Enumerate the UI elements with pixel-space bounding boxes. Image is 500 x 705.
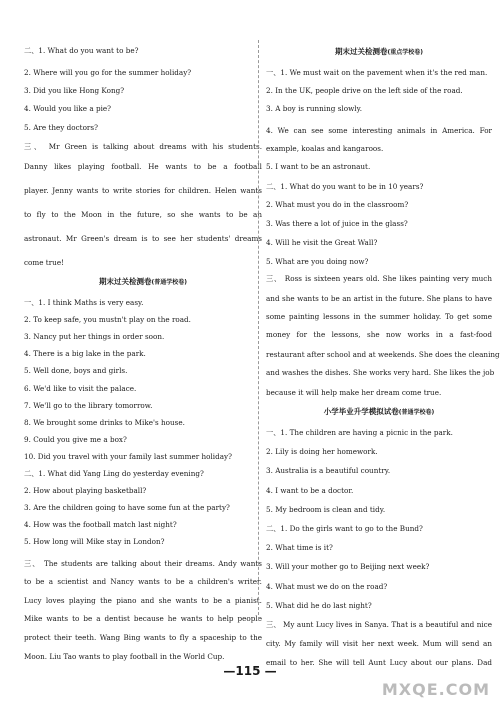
answer-line: and washes the dishes. She works very hard. She likes the job <box>266 368 495 377</box>
answer-line: 二、1. What do you want to be in 10 years? <box>266 182 424 191</box>
answer-line: to fly to the Moon in the future, so she wants to be an <box>24 210 262 219</box>
answer-line: 一、1. The children are having a picnic in the park. <box>266 428 453 437</box>
watermark-logo: MXQE.COM <box>381 680 490 699</box>
answer-line: 3. Was there a lot of juice in the glass? <box>266 219 408 228</box>
answer-line: 二、1. What do you want to be? <box>24 46 139 55</box>
answer-line: 6. We'd like to visit the palace. <box>24 383 137 393</box>
answer-line: astronaut. Mr Green's dream is to see her students' dreams <box>24 234 262 243</box>
answer-line: player. Jenny wants to write stories for children. Helen wants <box>24 186 262 195</box>
answer-line: 4. Will he visit the Great Wall? <box>266 238 378 247</box>
answer-line: 4. How was the football match last night? <box>24 520 177 530</box>
answer-line: 5. Are they doctors? <box>24 123 98 132</box>
section-heading-subtitle: (普通学校卷) <box>151 279 187 286</box>
answer-line: 4. We can see some interesting animals in America. For <box>266 126 492 135</box>
answer-line: 4. What must we do on the road? <box>266 581 388 591</box>
answer-line: 2. Where will you go for the summer holiday? <box>24 68 192 77</box>
page-number: —115 — <box>223 664 277 678</box>
answer-line: 2. Lily is doing her homework. <box>266 447 378 457</box>
answer-line: 2. How about playing basketball? <box>24 486 147 496</box>
answer-line: money for the lessons, she now works in a fast-food <box>266 330 492 339</box>
answer-line: 3. Will your mother go to Beijing next week? <box>266 562 430 572</box>
answer-line: 4. There is a big lake in the park. <box>24 349 146 359</box>
section-heading <box>266 46 492 57</box>
answer-line: 三、 Ross is sixteen years old. She likes painting very much <box>266 274 492 283</box>
answer-line: protect their teeth. Wang Bing wants to fly a spaceship to the <box>24 632 262 642</box>
answer-line: 7. We'll go to the library tomorrow. <box>24 400 153 410</box>
answer-line: 2. To keep safe, you mustn't play on the road. <box>24 315 191 325</box>
answer-line: 三、 Mr Green is talking about dreams with his students. <box>24 142 262 151</box>
answer-line: 2. In the UK, people drive on the left side of the road. <box>266 86 463 95</box>
answer-line: 三、 The students are talking about their dreams. Andy wants <box>24 558 262 568</box>
answer-line: 5. My bedroom is clean and tidy. <box>266 504 386 514</box>
answer-line: and she wants to be an artist in the future. She plans to have <box>266 294 492 303</box>
answer-line: 三、 My aunt Lucy lives in Sanya. That is a beautiful and nice <box>266 620 492 629</box>
answer-line: email to her. She will tell Aunt Lucy about our plans. Dad <box>266 658 492 668</box>
answer-line: 2. What time is it? <box>266 543 333 553</box>
answer-line: 3. Are the children going to have some fun at the party? <box>24 503 230 513</box>
section-heading-subtitle: (重点学校卷) <box>387 49 423 56</box>
answer-line: 5. What are you doing now? <box>266 257 369 266</box>
section-heading <box>266 406 492 417</box>
answer-line: 4. I want to be a doctor. <box>266 485 354 495</box>
answer-line: 一、1. We must wait on the pavement when it's the red man. <box>266 68 488 77</box>
section-heading <box>24 276 262 287</box>
answer-line: 5. I want to be an astronaut. <box>266 162 371 171</box>
answer-line: city. My family will visit her next week. Mum will send an <box>266 639 492 649</box>
answer-line: Lucy loves playing the piano and she wants to be a pianist. <box>24 595 262 605</box>
answer-line: example, koalas and kangaroos. <box>266 144 384 153</box>
answer-line: 3. A boy is running slowly. <box>266 104 362 113</box>
answer-line: 二、1. Do the girls want to go to the Bund? <box>266 524 423 533</box>
answer-line: 一、1. I think Maths is very easy. <box>24 298 144 307</box>
answer-line: 8. We brought some drinks to Mike's house. <box>24 417 185 427</box>
answer-line: 二、1. What did Yang Ling do yesterday evening? <box>24 469 204 478</box>
section-heading-subtitle: (普通学校卷) <box>398 409 435 416</box>
answer-line: 3. Australia is a beautiful country. <box>266 466 391 476</box>
section-heading-title: 期末过关检测卷 <box>335 47 388 56</box>
answer-line: to be a scientist and Nancy wants to be a children's writer. <box>24 577 262 587</box>
answer-line: come true! <box>24 258 65 267</box>
section-heading-title: 期末过关检测卷 <box>99 277 152 286</box>
answer-line: 5. What did he do last night? <box>266 600 372 610</box>
answer-line: 5. How long will Mike stay in London? <box>24 537 165 547</box>
answer-line: Moon. Liu Tao wants to play football in the World Cup. <box>24 651 225 661</box>
answer-line: Danny likes playing football. He wants to be a football <box>24 162 262 171</box>
column-divider <box>258 40 259 620</box>
answer-line: 5. Well done, boys and girls. <box>24 366 128 376</box>
answer-line: restaurant after school and at weekends. She does the cleaning <box>266 350 500 359</box>
answer-line: Mike wants to be a dentist because he wants to help people <box>24 614 262 624</box>
answer-line: 3. Nancy put her things in order soon. <box>24 332 165 342</box>
section-heading-title: 小学毕业升学模拟试卷 <box>323 407 399 416</box>
answer-line: 9. Could you give me a box? <box>24 434 127 444</box>
answer-line: because it will help make her dream come true. <box>266 388 442 397</box>
answer-line: some painting lessons in the summer holiday. To get some <box>266 312 492 321</box>
answer-line: 4. Would you like a pie? <box>24 104 112 113</box>
answer-line: 10. Did you travel with your family last summer holiday? <box>24 451 233 461</box>
answer-line: 3. Did you like Hong Kong? <box>24 86 125 95</box>
answer-line: 2. What must you do in the classroom? <box>266 200 409 209</box>
